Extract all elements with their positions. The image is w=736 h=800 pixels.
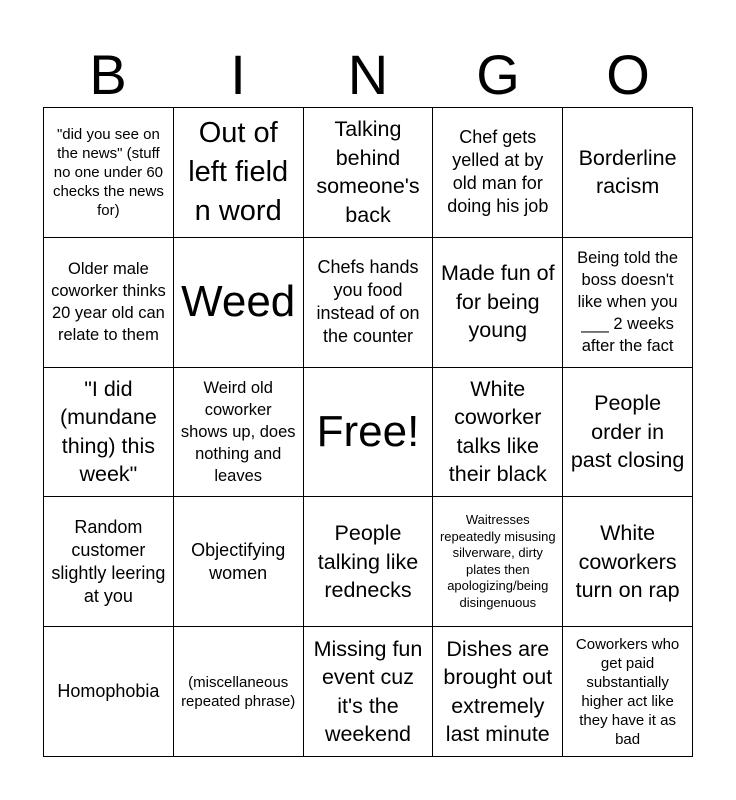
cell-text: Made fun of for being young [441,261,555,343]
cell-text: Chefs hands you food instead of on the counter [316,257,420,347]
cell-text: Weird old coworker shows up, does nothing and leaves [180,378,296,485]
bingo-cell[interactable] [563,627,693,757]
bingo-cell[interactable] [563,108,693,238]
bingo-cell[interactable] [433,627,563,757]
bingo-cell[interactable] [433,497,563,627]
cell-text: (miscellaneous repeated phrase) [181,673,296,710]
bingo-cell[interactable] [44,238,174,368]
bingo-cell[interactable] [174,368,304,498]
bingo-cell[interactable] [563,497,693,627]
bingo-cell[interactable] [174,627,304,757]
bingo-cell[interactable] [44,108,174,238]
cell-text: Older male coworker thinks 20 year old can relate to them [51,260,166,345]
bingo-cell-free[interactable] [304,368,434,498]
bingo-cell[interactable] [433,108,563,238]
cell-text: White coworkers turn on rap [575,521,680,603]
cell-text: Being told the boss doesn't like when you ___ 2 weeks after the fact [577,249,679,356]
bingo-cell[interactable] [304,497,434,627]
bingo-cell[interactable] [44,368,174,498]
cell-text: Talking behind someone's back [316,117,420,227]
cell-text: Free! [316,406,420,456]
bingo-cell[interactable] [563,238,693,368]
cell-text: Chef gets yelled at by old man for doing his job [447,127,549,217]
cell-text: Dishes are brought out extremely last minute [443,636,553,747]
title-letter-g: G [476,43,520,106]
cell-text: Random customer slightly leering at you [51,516,166,606]
bingo-cell[interactable] [304,627,434,757]
bingo-cell[interactable] [174,238,304,368]
cell-text: Coworkers who get paid substantially higher act like they have it as bad [575,635,680,748]
bingo-cell[interactable] [44,497,174,627]
bingo-cell[interactable] [304,238,434,368]
bingo-cell[interactable] [563,368,693,498]
cell-text: "did you see on the news" (stuff no one under 60 checks the news for) [52,125,164,219]
bingo-cell[interactable] [433,368,563,498]
cell-text: Weed [181,277,296,327]
cell-text: People order in past closing [570,391,685,473]
cell-text: Out of left field n word [188,116,289,227]
cell-text: White coworker talks like their black [448,376,547,487]
title-letter-n: N [347,43,389,106]
cell-text: Objectifying women [191,539,286,583]
title-letter-i: I [230,43,246,106]
cell-text: Missing fun event cuz it's the weekend [313,636,423,747]
cell-text: "I did (mundane thing) this week" [59,376,157,487]
cell-text: People talking like rednecks [317,521,419,603]
title-letter-b: B [89,43,127,106]
bingo-card [43,107,693,757]
cell-text: Waitresses repeatedly misusing silverware, dirty plates then apologizing/being disingenuous [439,512,556,610]
bingo-cell[interactable] [174,497,304,627]
bingo-title [43,43,693,106]
bingo-cell[interactable] [174,108,304,238]
cell-text: Borderline racism [578,145,677,199]
title-letter-o: O [606,43,650,106]
bingo-cell[interactable] [433,238,563,368]
bingo-cell[interactable] [44,627,174,757]
cell-text: Homophobia [57,681,160,702]
bingo-cell[interactable] [304,108,434,238]
